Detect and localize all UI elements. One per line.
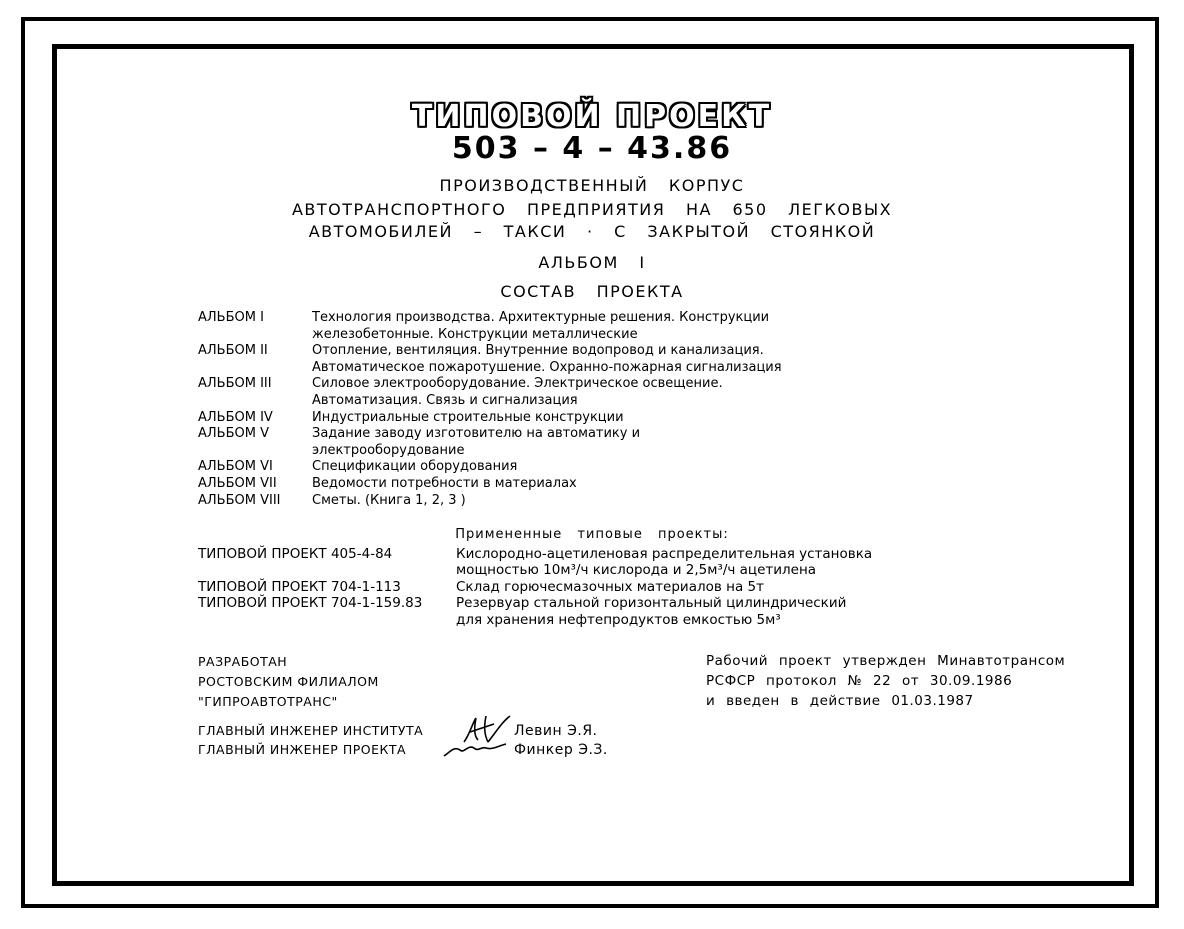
developer-line-2: РОСТОВСКИМ ФИЛИАЛОМ	[198, 674, 379, 689]
album-row-text: Сметы. (Книга 1, 2, 3 )	[312, 492, 466, 508]
album-row-text: Индустриальные строительные конструкции	[312, 409, 624, 425]
chief-engineer-project-name: Финкер Э.З.	[514, 742, 608, 758]
album-row	[198, 426, 782, 443]
applied-row-text: мощностью 10м³/ч кислорода и 2,5м³/ч ацетилена	[456, 562, 817, 579]
album-row-indent	[198, 360, 312, 377]
applied-row-text: для хранения нефтепродуктов емкостью 5м³	[456, 611, 781, 628]
album-row-indent	[198, 327, 312, 344]
album-row-label: АЛЬБОМ V	[198, 426, 269, 442]
album-row-indent	[198, 443, 312, 460]
approval-line-3: и введен в действие 01.03.1987	[706, 693, 974, 709]
applied-row	[198, 579, 872, 595]
applied-row-text: Склад горючесмазочных материалов на 5т	[456, 578, 764, 595]
applied-row-indent	[198, 612, 456, 628]
album-row	[198, 393, 782, 410]
applied-projects-list	[198, 546, 872, 628]
album-row	[198, 360, 782, 377]
signature-finker	[440, 738, 512, 762]
applied-row	[198, 612, 872, 628]
album-row-label: АЛЬБОМ VIII	[198, 492, 281, 508]
album-row-text: Задание заводу изготовителю на автоматику и	[312, 426, 641, 442]
album-row-text: Автоматизация. Связь и сигнализация	[312, 392, 578, 408]
chief-engineer-institute-name: Левин Э.Я.	[514, 723, 598, 739]
applied-row	[198, 562, 872, 578]
approval-line-2: РСФСР протокол № 22 от 30.09.1986	[706, 673, 1013, 689]
applied-row-text: Кислородно-ацетиленовая распределительная установка	[456, 546, 873, 562]
album-row	[198, 343, 782, 360]
developer-line-3: "ГИПРОАВТОТРАНС"	[198, 694, 338, 709]
album-row-text: Силовое электрооборудование. Электрическое освещение.	[312, 376, 723, 392]
subtitle-line-1: ПРОИЗВОДСТВЕННЫЙ КОРПУС	[439, 176, 745, 195]
applied-row	[198, 595, 872, 611]
album-row	[198, 459, 782, 476]
developer-line-1: РАЗРАБОТАН	[198, 654, 288, 669]
album-row-text: Технология производства. Архитектурные решения. Конструкции	[312, 310, 770, 325]
album-row	[198, 376, 782, 393]
project-number: 503 – 4 – 43.86	[451, 131, 733, 166]
subtitle-line-2: АВТОТРАНСПОРТНОГО ПРЕДПРИЯТИЯ НА 650 ЛЕГКОВЫХ	[291, 200, 893, 219]
applied-row-text: Резервуар стальной горизонтальный цилиндрический	[456, 595, 847, 612]
composition-heading: СОСТАВ ПРОЕКТА	[500, 282, 684, 301]
chief-engineer-institute-label: ГЛАВНЫЙ ИНЖЕНЕР ИНСТИТУТА	[198, 723, 424, 738]
applied-row	[198, 546, 872, 562]
applied-row-label: ТИПОВОЙ ПРОЕКТ 704-1-159.83	[198, 595, 423, 612]
project-title: ТИПОВОЙ ПРОЕКТ	[411, 99, 773, 134]
album-row-label: АЛЬБОМ I	[198, 310, 264, 325]
album-row-label: АЛЬБОМ VII	[198, 475, 277, 491]
subtitle-line-3: АВТОМОБИЛЕЙ – ТАКСИ · С ЗАКРЫТОЙ СТОЯНКОЙ	[308, 222, 876, 241]
applied-row-label: ТИПОВОЙ ПРОЕКТ 405-4-84	[198, 546, 393, 562]
applied-row-indent	[198, 562, 456, 578]
album-row-text: Отопление, вентиляция. Внутренние водопровод и канализация.	[312, 343, 764, 359]
applied-projects-heading: Примененные типовые проекты:	[455, 527, 729, 542]
album-row	[198, 443, 782, 460]
applied-row-label: ТИПОВОЙ ПРОЕКТ 704-1-113	[198, 578, 401, 595]
album-row-text: Автоматическое пожаротушение. Охранно-пожарная сигнализация	[312, 359, 782, 375]
album-row	[198, 327, 782, 344]
album-row-text: электрооборудование	[312, 442, 465, 458]
album-row	[198, 476, 782, 493]
album-row	[198, 310, 782, 327]
album-number: АЛЬБОМ I	[538, 253, 646, 272]
album-row	[198, 410, 782, 427]
album-row-indent	[198, 393, 312, 410]
album-row	[198, 493, 782, 510]
album-row-text: железобетонные. Конструкции металлические	[312, 326, 638, 342]
album-row-label: АЛЬБОМ VI	[198, 459, 273, 475]
approval-line-1: Рабочий проект утвержден Минавтотрансом	[706, 653, 1066, 669]
album-row-text: Спецификации оборудования	[312, 459, 518, 475]
album-list	[198, 310, 782, 509]
album-row-label: АЛЬБОМ IV	[198, 409, 273, 425]
album-row-text: Ведомости потребности в материалах	[312, 475, 577, 491]
album-row-label: АЛЬБОМ II	[198, 343, 268, 359]
chief-engineer-project-label: ГЛАВНЫЙ ИНЖЕНЕР ПРОЕКТА	[198, 742, 407, 757]
album-row-label: АЛЬБОМ III	[198, 376, 272, 392]
